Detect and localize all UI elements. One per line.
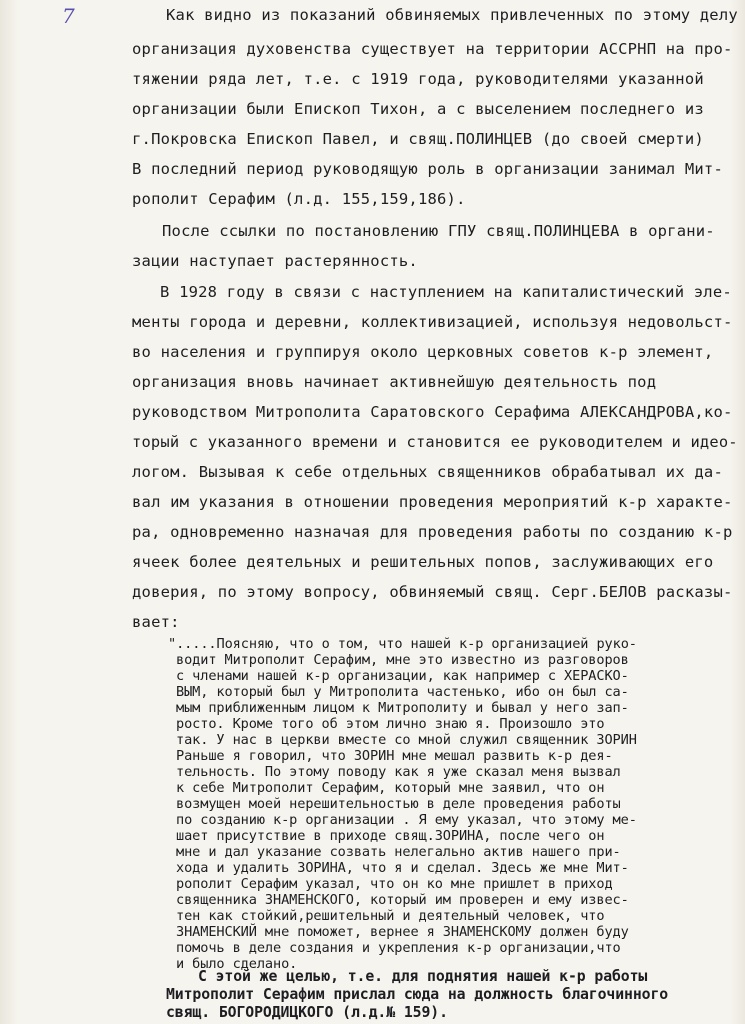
quote-line: тельность. По этому поводу как я уже сказал меня вызвал	[176, 764, 621, 780]
narrative-line: доверия, по этому вопросу, обвиняемый свящ. Серг.БЕЛОВ расказы-	[132, 583, 733, 601]
narrative-line: вал им указания в отношении проведения мероприятий к-р характе-	[132, 493, 733, 511]
quote-line: рополит Серафим указал, что он ко мне пришлет в приход	[176, 876, 613, 892]
quote-line: водит Митрополит Серафим, мне это известно из разговоров	[176, 652, 629, 668]
narrative-line: тяжении ряда лет, т.е. с 1919 года, руководителями указанной	[132, 70, 704, 88]
quote-end-line: свящ. БОГОРОДИЦКОГО (л.д.№ 159).	[166, 1004, 448, 1021]
quote-line: тен как стойкий,решительный и деятельный человек, что	[176, 908, 605, 924]
narrative-line: В последний период руководящую роль в организации занимал Мит-	[132, 160, 723, 178]
narrative-line: вает:	[132, 613, 180, 631]
narrative-line: логом. Вызывая к себе отдельных священников обрабатывал их да-	[132, 463, 723, 481]
quote-line: священника ЗНАМЕНСКОГО, который им проверен и ему извес-	[176, 892, 629, 908]
quote-line: ".....Поясняю, что о том, что нашей к-р организацией руко-	[168, 636, 637, 652]
quote-line: и было сделано.	[176, 956, 298, 972]
narrative-line: В 1928 году в связи с наступлением на капиталистический эле-	[160, 283, 732, 301]
narrative-line: рополит Серафим (л.д. 155,159,186).	[132, 190, 466, 208]
quote-line: мым приближенным лицом к Митрополиту и бывал у него зап-	[176, 700, 629, 716]
quote-line: ЗНАМЕНСКИЙ мне поможет, вернее я ЗНАМЕНСКОМУ должен буду	[176, 924, 629, 940]
narrative-line: г.Покровска Епископ Павел, и свящ.ПОЛИНЦЕВ (до своей смерти)	[132, 130, 704, 148]
quote-line: возмущен моей нерешительностью в деле проведения работы	[176, 796, 621, 812]
page-number: 7	[62, 4, 75, 28]
quote-line: к себе Митрополит Серафим, который мне заявил, что он	[176, 780, 605, 796]
narrative-line: торый с указанного времени и становится ее руководителем и идео-	[132, 433, 738, 451]
quote-line: Раньше я говорил, что ЗОРИН мне мешал развить к-р дея-	[176, 748, 613, 764]
narrative-line: После ссылки по постановлению ГПУ свящ.ПОЛИНЦЕВА в органи-	[162, 222, 715, 240]
narrative-line: организация духовенства существует на территории АССРНП на про-	[132, 40, 733, 58]
quote-end-line: С этой же целью, т.е. для поднятия нашей к-р работы	[198, 968, 648, 985]
quote-line: с членами нашей к-р организации, как например с ХЕРАСКО-	[176, 668, 629, 684]
narrative-line: во населения и группируя около церковных советов к-р элемент,	[132, 343, 714, 361]
narrative-line: ячеек более деятельных и решительных попов, заслуживающих его	[132, 553, 714, 571]
quote-line: хода и удалить ЗОРИНА, что я и сделал. Здесь же мне Мит-	[176, 860, 629, 876]
quote-end-line: Митрополит Серафим прислал сюда на должность благочинного	[166, 986, 669, 1003]
narrative-line: руководством Митрополита Саратовского Серафима АЛЕКСАНДРОВА,ко-	[132, 403, 733, 421]
narrative-line: менты города и деревни, коллективизацией, используя недовольст-	[132, 313, 733, 331]
quote-line: помочь в деле создания и укрепления к-р организации,что	[176, 940, 621, 956]
quote-line: по созданию к-р организации . Я ему указал, что этому ме-	[176, 812, 637, 828]
quote-line: так. У нас в церкви вместе со мной служил священник ЗОРИН	[176, 732, 637, 748]
narrative-line: Как видно из показаний обвиняемых привлеченных по этому делу	[166, 6, 738, 24]
quote-line: шает присутствие в приходе свящ.ЗОРИНА, после чего он	[176, 828, 605, 844]
narrative-line: организация вновь начинает активнейшую деятельность под	[132, 373, 657, 391]
narrative-line: организации были Епископ Тихон, а с выселением последнего из	[132, 100, 704, 118]
quote-line: ВЫМ, который был у Митрополита частенько, ибо он был са-	[176, 684, 629, 700]
quote-line: росто. Кроме того об этом лично знаю я. Произошло это	[176, 716, 605, 732]
narrative-line: ра, одновременно назначая для проведения работы по созданию к-р	[132, 523, 733, 541]
narrative-line: зации наступает растерянность.	[132, 252, 418, 270]
quote-line: мне и дал указание созвать нелегально актив нашего при-	[176, 844, 621, 860]
